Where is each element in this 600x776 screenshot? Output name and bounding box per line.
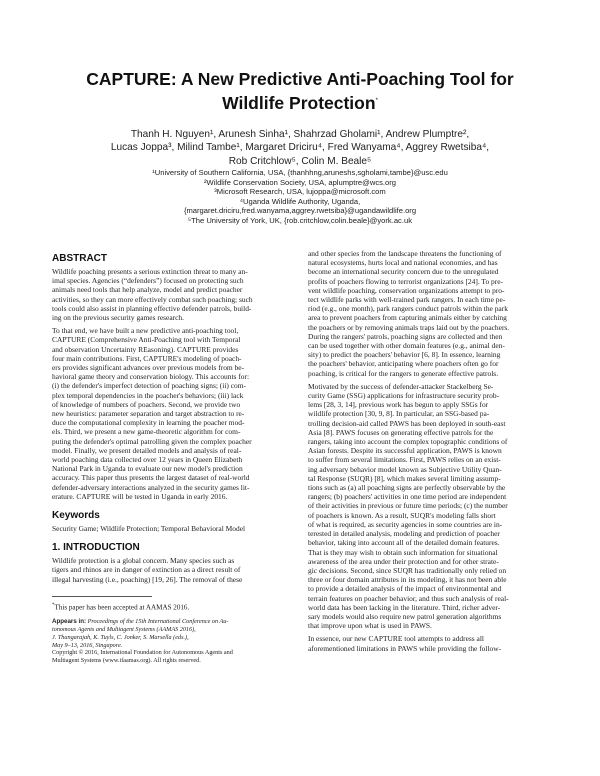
text-line: Wildlife protection is a global concern. Many species such as: [52, 556, 235, 566]
text-line: gic decisions. Second, since SUQR has traditionally only relied on: [308, 565, 507, 575]
text-line: to suffer from several limitations. First, PAWS relies on an exist-: [308, 455, 501, 465]
text-line: trolling decision-aid called PAWS has been deployed in south-east: [308, 418, 506, 428]
appears-line: tonomous Agents and Multiagent Systems (AAMAS 2016),: [52, 626, 196, 634]
text-line: profits of poachers flowing to terrorist organizations [24]. To pre-: [308, 276, 504, 286]
footnote-rule: [52, 596, 152, 597]
text-line: natural ecosystems, hurts local and national economies, and has: [308, 258, 498, 268]
author-line: Rob Critchlow⁵, Colin M. Beale⁵: [228, 155, 372, 167]
text-line: activities, so they can more effectively combat such poaching; such: [52, 294, 253, 304]
text-line: and other species from the landscape threatens the functioning of: [308, 249, 502, 258]
text-line: terested in detailed analysis, modeling and prediction of poacher: [308, 529, 500, 539]
appears-in-label: Appears in:: [52, 618, 87, 626]
text-line: havioral game theory and conservation biology. This accounts for:: [52, 372, 250, 382]
text-line: that improve upon what is used in PAWS.: [308, 621, 432, 631]
text-line: sary models would also require new patrol generation algorithms: [308, 611, 502, 621]
text-line: of poachers is known. As a result, SUQR's modeling falls short: [308, 510, 496, 520]
appears-line: May 9–13, 2016, Singapore.: [52, 641, 123, 649]
text-line: world data has been lacking in the literature. Third, richer adver-: [308, 602, 501, 612]
text-line: the poachers' behavior, anticipating where poachers often go for: [308, 359, 499, 369]
text-line: can be used together with other domain features (e.g., animal den-: [308, 341, 505, 351]
author-list: [50, 128, 550, 168]
text-line: That is they may wish to obtain such information for situational: [308, 547, 498, 557]
text-line: Asian forests. Despite its successful application, PAWS is known: [308, 446, 502, 456]
text-line: three or four domain attributes in its modeling, it has not been able: [308, 575, 507, 585]
paper-title: [40, 68, 560, 114]
text-line: behavior, taking into account all of the detailed domain features.: [308, 538, 500, 548]
keywords-heading: Keywords: [52, 510, 100, 522]
affiliation-list: [60, 168, 540, 226]
right-column: [308, 249, 552, 653]
abstract-para-2: [52, 326, 296, 501]
text-line: duce the computational complexity in learning the poacher mod-: [52, 418, 245, 428]
text-line: During the rangers' patrols, poaching signs are collected and then: [308, 331, 503, 341]
text-line: CAPTURE (Comprehensive Anti-Poaching tool with Temporal: [52, 335, 241, 345]
text-line: (i) the defender's imperfect detection of poaching signs; (ii) com-: [52, 381, 247, 391]
abstract-para-1: [52, 267, 296, 322]
text-line: plex temporal dependencies in the poacher's behaviors; (iii) lack: [52, 390, 244, 400]
text-line: animals need tools that help analyze, model and predict poacher: [52, 285, 243, 295]
text-line: tools could also assist in planning effective defender patrols, build-: [52, 303, 252, 313]
text-line: imal species. Agencies (“defenders”) focused on protecting such: [52, 276, 244, 286]
appears-line: Proceedings of the 15th International Conference on Au-: [87, 618, 229, 626]
affiliation-line: ¹University of Southern California, USA, {thanhhng,aruneshs,sgholami,tambe}@usc.edu: [152, 168, 448, 177]
text-line: National Park in Uganda to evaluate our new model's prediction: [52, 464, 243, 474]
text-line: wildlife protection [30, 9, 8]. In particular, an SSG-based pa-: [308, 409, 490, 419]
text-line: ing on the previous security games research.: [52, 313, 184, 323]
abstract-heading: ABSTRACT: [52, 253, 107, 264]
title-line-1: CAPTURE: A New Predictive Anti-Poaching Tool for: [86, 69, 514, 89]
text-line: Asia [8]. PAWS focuses on generating effective patrols for the: [308, 427, 494, 437]
text-line: of what is required, as security agencies in some countries are in-: [308, 519, 503, 529]
footnote-mark: *: [52, 602, 55, 608]
appears-in-block: [52, 618, 296, 665]
text-line: erature. CAPTURE will be tested in Uganda in early 2016.: [52, 491, 228, 501]
text-line: to provide a detailed analysis of the impact of environmental and: [308, 584, 502, 594]
text-line: tigers and rhinos are in danger of extinction as a direct result of: [52, 565, 241, 575]
affiliation-line: ⁴Uganda Wildlife Authority, Uganda,: [239, 196, 361, 206]
text-line: awareness of the area under their protection and for other strate-: [308, 556, 499, 566]
right-para-2: [308, 382, 552, 630]
text-line: lems [28, 3, 14], previous work has begun to apply SSGs for: [308, 400, 489, 410]
text-line: poaching, is critical for the rangers to generate effective patrols.: [308, 368, 499, 378]
text-line: aforementioned limitations in PAWS while providing the follow-: [308, 643, 502, 653]
text-line: defender-adversary interactions analyzed in the security games lit-: [52, 482, 250, 492]
text-line: terrain features on poacher behavior, and thus such analysis of real-: [308, 593, 509, 603]
introduction-para: [52, 556, 296, 584]
appears-line: J. Thangarajah, K. Tuyls, C. Jonker, S. Marsella (eds.),: [52, 633, 189, 641]
text-line: four main contributions. First, CAPTURE's modeling of poach-: [52, 353, 242, 363]
text-line: rangers, taking into account the complex topographic conditions of: [308, 437, 508, 447]
text-line: Wildlife poaching presents a serious extinction threat to many an-: [52, 267, 248, 276]
text-line: To that end, we have built a new predictive anti-poaching tool,: [52, 326, 239, 336]
text-line: become an international security concern due to the unregulated: [308, 267, 499, 277]
text-line: tal Response (SUQR) [8], which makes several limiting assump-: [308, 473, 501, 483]
copyright-line: Copyright © 2016, International Foundation for Autonomous Agents and: [52, 649, 233, 657]
copyright-line: Multiagent Systems (www.ifaamas.org). All rights reserved.: [52, 657, 201, 665]
title-line-2-text: Wildlife Protection: [222, 92, 376, 113]
text-line: ers provides significant advances over previous models from be-: [52, 363, 245, 373]
text-line: vent wildlife poaching, conservation organizations attempt to pro-: [308, 285, 505, 295]
footnote: [52, 601, 296, 612]
text-line: riod (e.g., one month), park rangers conduct patrols within the park: [308, 304, 508, 314]
affiliation-line: {margaret.driciru,fred.wanyama,aggrey.rwetsiba}@ugandawildlife.org: [183, 206, 417, 216]
text-line: accuracy. This paper thus presents the largest dataset of real-world: [52, 473, 250, 483]
text-line: els. Third, we present a new game-theoretic algorithm for com-: [52, 427, 241, 437]
author-line: Thanh H. Nguyen¹, Arunesh Sinha¹, Shahrzad Gholami¹, Andrew Plumptre²,: [130, 129, 470, 140]
text-line: tect wildlife parks with well-trained park rangers. In each time pe-: [308, 295, 506, 305]
keywords-text: Security Game; Wildlife Protection; Temporal Behavioral Model: [52, 524, 246, 534]
text-line: puting the defender's optimal patrolling given the complex poacher: [52, 436, 252, 446]
introduction-heading: 1. INTRODUCTION: [52, 542, 140, 554]
text-line: rangers; (b) poachers' activities in one time period are independent: [308, 492, 507, 502]
title-footnote-mark: *: [375, 98, 378, 104]
right-para-1: [308, 249, 552, 378]
text-line: ing adversary behavior model known as Subjective Utility Quan-: [308, 464, 502, 474]
author-line: Lucas Joppa³, Milind Tambe¹, Margaret Driciru⁴, Fred Wanyama⁴, Aggrey Rwetsiba⁴,: [110, 142, 490, 154]
text-line: new heuristics: parameter separation and target abstraction to re-: [52, 409, 245, 419]
title-line-2: [40, 90, 560, 114]
text-line: In essence, our new CAPTURE tool attempts to address all: [308, 634, 484, 644]
right-para-3: [308, 634, 552, 652]
text-line: Motivated by the success of defender-attacker Stackelberg Se-: [308, 381, 494, 391]
text-line: illegal harvesting (i.e., poaching) [19, 26]. The removal of these: [52, 574, 243, 584]
text-line: sity) to predict the poachers' behavior [6, 8]. In essence, learning: [308, 350, 501, 360]
text-line: and observation Uncertainty REasoning). CAPTURE provides: [52, 344, 239, 354]
text-line: tions such as (a) all poaching signs are perfectly observable by the: [308, 483, 506, 493]
text-line: the poachers or by removing animals traps laid out by the poachers.: [308, 322, 510, 332]
footnote-text: This paper has been accepted at AAMAS 2016.: [54, 603, 190, 612]
left-column: [52, 253, 296, 665]
affiliation-line: ³Microsoft Research, USA, lujoppa@microsoft.com: [214, 187, 386, 197]
text-line: model. Finally, we present detailed models and analysis of real-: [52, 445, 242, 455]
text-line: of their activities in previous or future time periods; (c) the number: [308, 501, 508, 511]
text-line: of knowledge of numbers of poachers. Second, we provide two: [52, 399, 241, 409]
affiliation-line: ²Wildlife Conservation Society, USA, aplumptre@wcs.org: [204, 177, 396, 187]
text-line: world poaching data collected over 12 years in Queen Elizabeth: [52, 455, 243, 465]
text-line: area to prevent poachers from capturing animals either by catching: [308, 313, 507, 323]
affiliation-line: ⁵The University of York, UK, {rob.critchlow,colin.beale}@york.ac.uk: [187, 215, 412, 225]
text-line: curity Game (SSG) applications for infrastructure security prob-: [308, 391, 500, 401]
